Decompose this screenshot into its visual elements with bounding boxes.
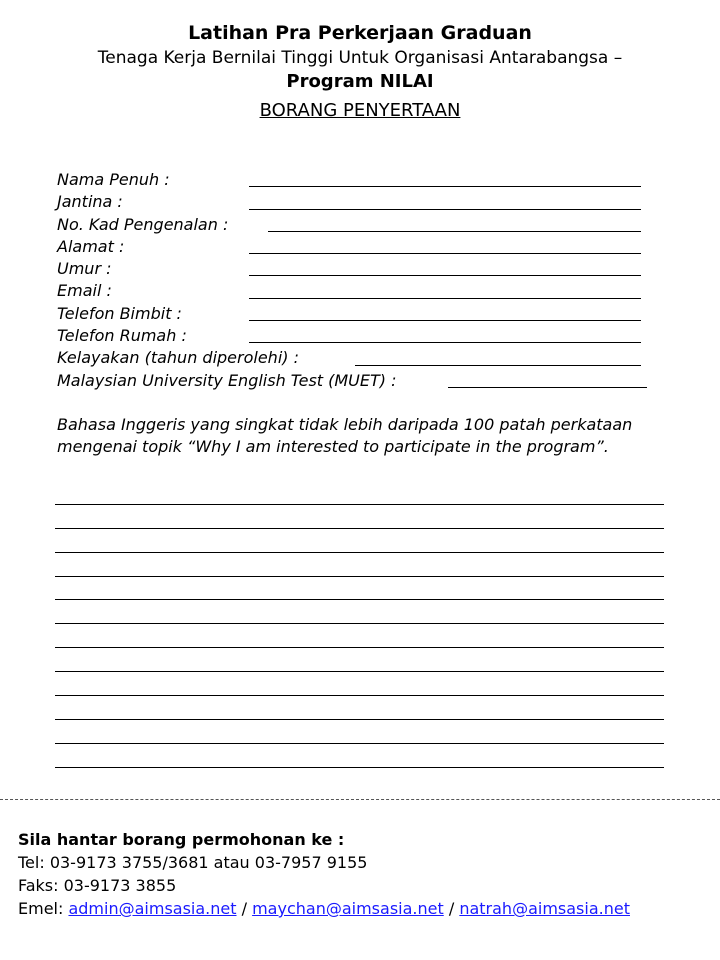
field-label: Kelayakan (tahun diperolehi) :	[57, 348, 299, 368]
submission-info	[18, 828, 630, 920]
email-link-admin[interactable]: admin@aimsasia.net	[68, 899, 237, 918]
field-muet	[57, 370, 657, 392]
answer-line[interactable]	[55, 577, 664, 601]
essay-prompt	[57, 414, 717, 458]
answer-line[interactable]	[55, 624, 664, 648]
field-nama-penuh	[57, 169, 657, 191]
answer-line[interactable]	[55, 696, 664, 720]
answer-line[interactable]	[55, 672, 664, 696]
essay-prompt-line: Bahasa Inggeris yang singkat tidak lebih daripada 100 patah perkataan	[57, 415, 633, 434]
field-label: Umur :	[57, 259, 112, 279]
field-input-line[interactable]	[249, 320, 641, 321]
field-input-line[interactable]	[249, 253, 641, 254]
field-input-line[interactable]	[249, 186, 641, 187]
form-fields	[57, 169, 657, 392]
field-label: Alamat :	[57, 236, 125, 256]
answer-line[interactable]	[55, 505, 664, 529]
submission-title: Sila hantar borang permohonan ke :	[18, 830, 345, 849]
field-input-line[interactable]	[448, 387, 647, 388]
field-label: Malaysian University English Test (MUET) :	[57, 370, 397, 390]
email-separator: /	[241, 899, 247, 918]
field-label: Nama Penuh :	[57, 170, 170, 189]
field-input-line[interactable]	[249, 209, 641, 210]
header-title: Latihan Pra Perkerjaan Graduan	[188, 22, 532, 44]
essay-prompt-line: mengenai topik “Why I am interested to participate in the program”.	[57, 437, 609, 456]
email-link-maychan[interactable]: maychan@aimsasia.net	[252, 899, 444, 918]
field-kelayakan	[57, 347, 657, 369]
answer-line[interactable]	[55, 481, 664, 505]
field-label: Telefon Bimbit :	[57, 303, 182, 323]
form-title: BORANG PENYERTAAN	[259, 100, 461, 121]
answer-line[interactable]	[55, 553, 664, 577]
field-email	[57, 280, 657, 302]
email-link-natrah[interactable]: natrah@aimsasia.net	[459, 899, 630, 918]
field-label: Email :	[57, 281, 112, 301]
answer-line[interactable]	[55, 744, 664, 768]
email-label: Emel:	[18, 899, 64, 918]
field-label: No. Kad Pengenalan :	[57, 214, 229, 234]
field-telefon-rumah	[57, 325, 657, 347]
contact-fax: Faks: 03-9173 3855	[18, 876, 177, 895]
header-program: Program NILAI	[286, 71, 434, 92]
header-subtitle: Tenaga Kerja Bernilai Tinggi Untuk Organisasi Antarabangsa –	[97, 48, 623, 68]
field-input-line[interactable]	[249, 275, 641, 276]
contact-tel: Tel: 03-9173 3755/3681 atau 03-7957 9155	[18, 853, 368, 872]
cut-line-divider	[0, 799, 720, 800]
field-label: Telefon Rumah :	[57, 326, 187, 346]
field-umur	[57, 258, 657, 280]
field-label: Jantina :	[57, 192, 123, 212]
field-input-line[interactable]	[249, 342, 641, 343]
answer-line[interactable]	[55, 648, 664, 672]
field-input-line[interactable]	[355, 365, 641, 366]
email-separator: /	[448, 899, 455, 918]
field-alamat	[57, 236, 657, 258]
contact-emails	[18, 897, 630, 920]
form-header	[0, 20, 720, 124]
field-input-line[interactable]	[268, 231, 641, 232]
field-input-line[interactable]	[249, 298, 641, 299]
essay-answer-area[interactable]	[55, 481, 664, 768]
field-jantina	[57, 191, 657, 213]
field-telefon-bimbit	[57, 303, 657, 325]
answer-line[interactable]	[55, 529, 664, 553]
answer-line[interactable]	[55, 600, 664, 624]
field-kad-pengenalan	[57, 214, 657, 236]
answer-line[interactable]	[55, 720, 664, 744]
